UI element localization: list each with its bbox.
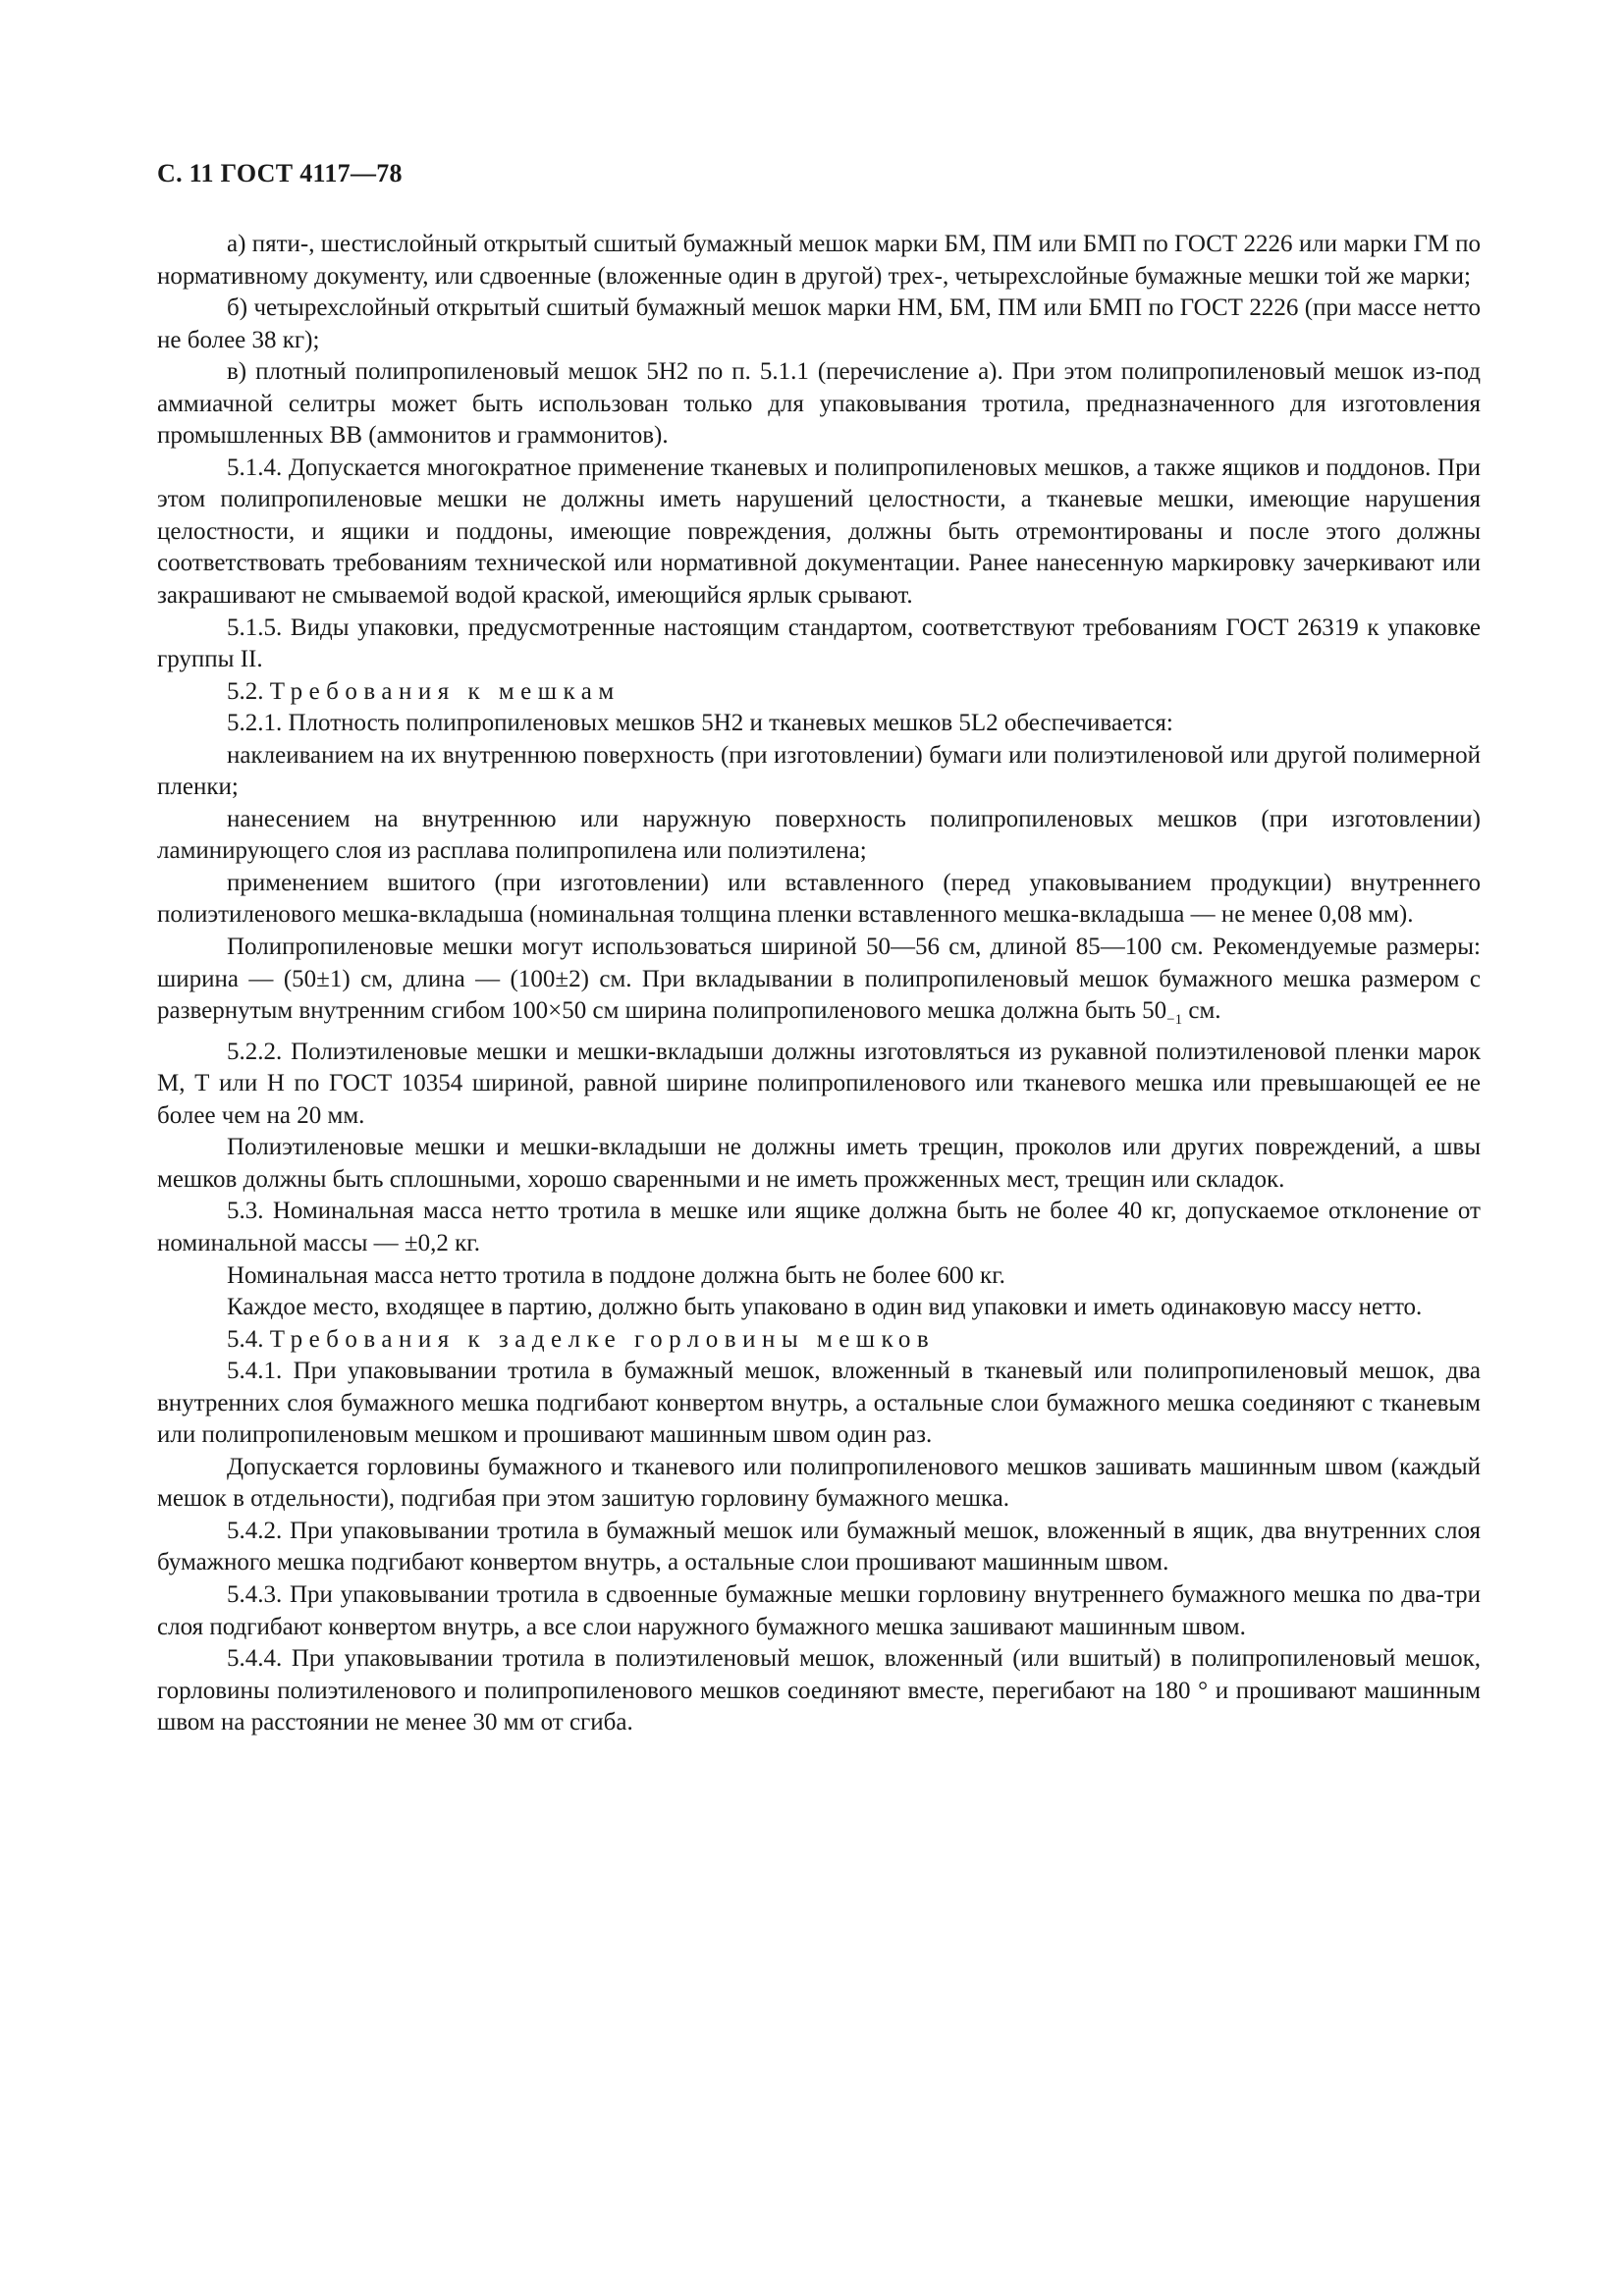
paragraph-5-4-3: 5.4.3. При упаковывании тротила в сдвоенные бумажные мешки горловину внутреннего бумажного мешка по два-три слоя подгибают конвертом внутрь, а все слои наружного бумажного мешка зашивают машинным швом. <box>157 1580 1481 1640</box>
tolerance-subscript: −1 <box>1166 1012 1183 1029</box>
tolerance-unit: см. <box>1188 997 1221 1025</box>
paragraph-package-uniform: Каждое место, входящее в партию, должно быть упаковано в один вид упаковки и иметь одинаковую массу нетто. <box>227 1294 1423 1321</box>
paragraph-5-2-2: 5.2.2. Полиэтиленовые мешки и мешки-вкладыши должны изготовляться из рукавной полиэтиленовой пленки марок М, Т или Н по ГОСТ 10354 шириной, равной ширине полипропиленового или тканевого мешка или превышающей ее не более чем на 20 мм. <box>157 1038 1481 1129</box>
paragraph-5-1-3-b: б) четырехслойный открытый сшитый бумажный мешок марки НМ, БМ, ПМ или БМП по ГОСТ 2226 (при массе нетто не более 38 кг); <box>157 294 1481 353</box>
section-number: 5.4. <box>227 1325 264 1353</box>
dimensions-text: Полипропиленовые мешки могут использоваться шириной 50—56 см, длиной 85—100 см. Рекомендуемые размеры: ширина — (50±1) см, длина — (100±2) см. При вкладывании в полипропиленовый мешок бумажного мешка размером с развернутым внутренним сгибом 100×50 см ширина полипропиленового мешка должна быть 50 <box>157 934 1481 1025</box>
paragraph-5-1-5: 5.1.5. Виды упаковки, предусмотренные настоящим стандартом, соответствуют требованиям ГОСТ 26319 к упаковке группы II. <box>157 614 1481 673</box>
document-body <box>157 229 1481 1739</box>
paragraph-dimensions <box>157 932 1481 1037</box>
paragraph-5-3: 5.3. Номинальная масса нетто тротила в мешке или ящике должна быть не более 40 кг, допускаемое отклонение от номинальной массы — ±0,2 кг. <box>157 1198 1481 1256</box>
section-title: Требования к мешкам <box>269 677 621 705</box>
paragraph-5-1-4: 5.1.4. Допускается многократное применение тканевых и полипропиленовых мешков, а также ящиков и поддонов. При этом полипропиленовые мешки не должны иметь нарушений целостности, а тканевые мешки, имеющие нарушения целостности, и ящики и поддоны, имеющие повреждения, должны быть отремонтированы и после этого должны соответствовать требованиям технической или нормативной документации. Ранее нанесенную маркировку зачеркивают или закрашивают не смываемой водой краской, имеющийся ярлык срывают. <box>157 454 1481 610</box>
paragraph-separate-sewing: Допускается горловины бумажного и тканевого или полипропиленового мешков зашивать машинным швом (каждый мешок в отдельности), подгибая при этом зашитую горловину бумажного мешка. <box>157 1453 1481 1513</box>
paragraph-5-4-4: 5.4.4. При упаковывании тротила в полиэтиленовый мешок, вложенный (или вшитый) в полипропиленовый мешок, горловины полиэтиленового и полипропиленового мешков соединяют вместе, перегибают на 180 ° и прошивают машинным швом на расстоянии не менее 30 мм от сгиба. <box>157 1645 1481 1736</box>
section-heading-5-2 <box>157 676 1481 709</box>
paragraph-pe-defects: Полиэтиленовые мешки и мешки-вкладыши не должны иметь трещин, проколов или других повреждений, а швы мешков должны быть сплошными, хорошо сваренными и не иметь прожженных мест, трещин или складок. <box>157 1134 1481 1193</box>
paragraph-gluing: наклеиванием на их внутреннюю поверхность (при изготовлении) бумаги или полиэтиленовой или другой полимерной пленки; <box>157 741 1481 801</box>
paragraph-5-4-2: 5.4.2. При упаковывании тротила в бумажный мешок или бумажный мешок, вложенный в ящик, два внутренних слоя бумажного мешка подгибают конвертом внутрь, а остальные слои прошивают машинным швом. <box>157 1517 1481 1576</box>
section-number: 5.2. <box>227 677 264 705</box>
paragraph-liner: применением вшитого (при изготовлении) или вставленного (перед упаковыванием продукции) внутреннего полиэтиленового мешка-вкладыша (номинальная толщина пленки вставленного мешка-вкладыша — не менее 0,08 мм). <box>157 869 1481 929</box>
paragraph-pallet-mass: Номинальная масса нетто тротила в поддоне должна быть не более 600 кг. <box>227 1261 1005 1289</box>
paragraph-5-2-1: 5.2.1. Плотность полипропиленовых мешков 5Н2 и тканевых мешков 5L2 обеспечивается: <box>227 710 1173 737</box>
page-header: С. 11 ГОСТ 4117—78 <box>157 159 403 187</box>
section-heading-5-4 <box>157 1324 1481 1357</box>
paragraph-5-1-3-a: а) пяти-, шестислойный открытый сшитый бумажный мешок марки БМ, ПМ или БМП по ГОСТ 2226 или марки ГМ по нормативному документу, или сдвоенные (вложенные один в другой) трех-, четырехслойные бумажные мешки той же марки; <box>157 231 1481 290</box>
paragraph-5-4-1: 5.4.1. При упаковывании тротила в бумажный мешок, вложенный в тканевый или полипропиленовый мешок, два внутренних слоя бумажного мешка подгибают конвертом внутрь, а остальные слои бумажного мешка соединяют с тканевым или полипропиленовым мешком и прошивают машинным швом один раз. <box>157 1358 1481 1449</box>
paragraph-laminating: нанесением на внутреннюю или наружную поверхность полипропиленовых мешков (при изготовлении) ламинирующего слоя из расплава полипропилена или полиэтилена; <box>157 805 1481 865</box>
section-title: Требования к заделке горловины мешков <box>269 1325 936 1353</box>
paragraph-5-1-3-c: в) плотный полипропиленовый мешок 5Н2 по п. 5.1.1 (перечисление а). При этом полипропиленовый мешок из-под аммиачной селитры может быть использован только для упаковывания тротила, предназначенного для изготовления промышленных ВВ (аммонитов и граммонитов). <box>157 358 1481 450</box>
